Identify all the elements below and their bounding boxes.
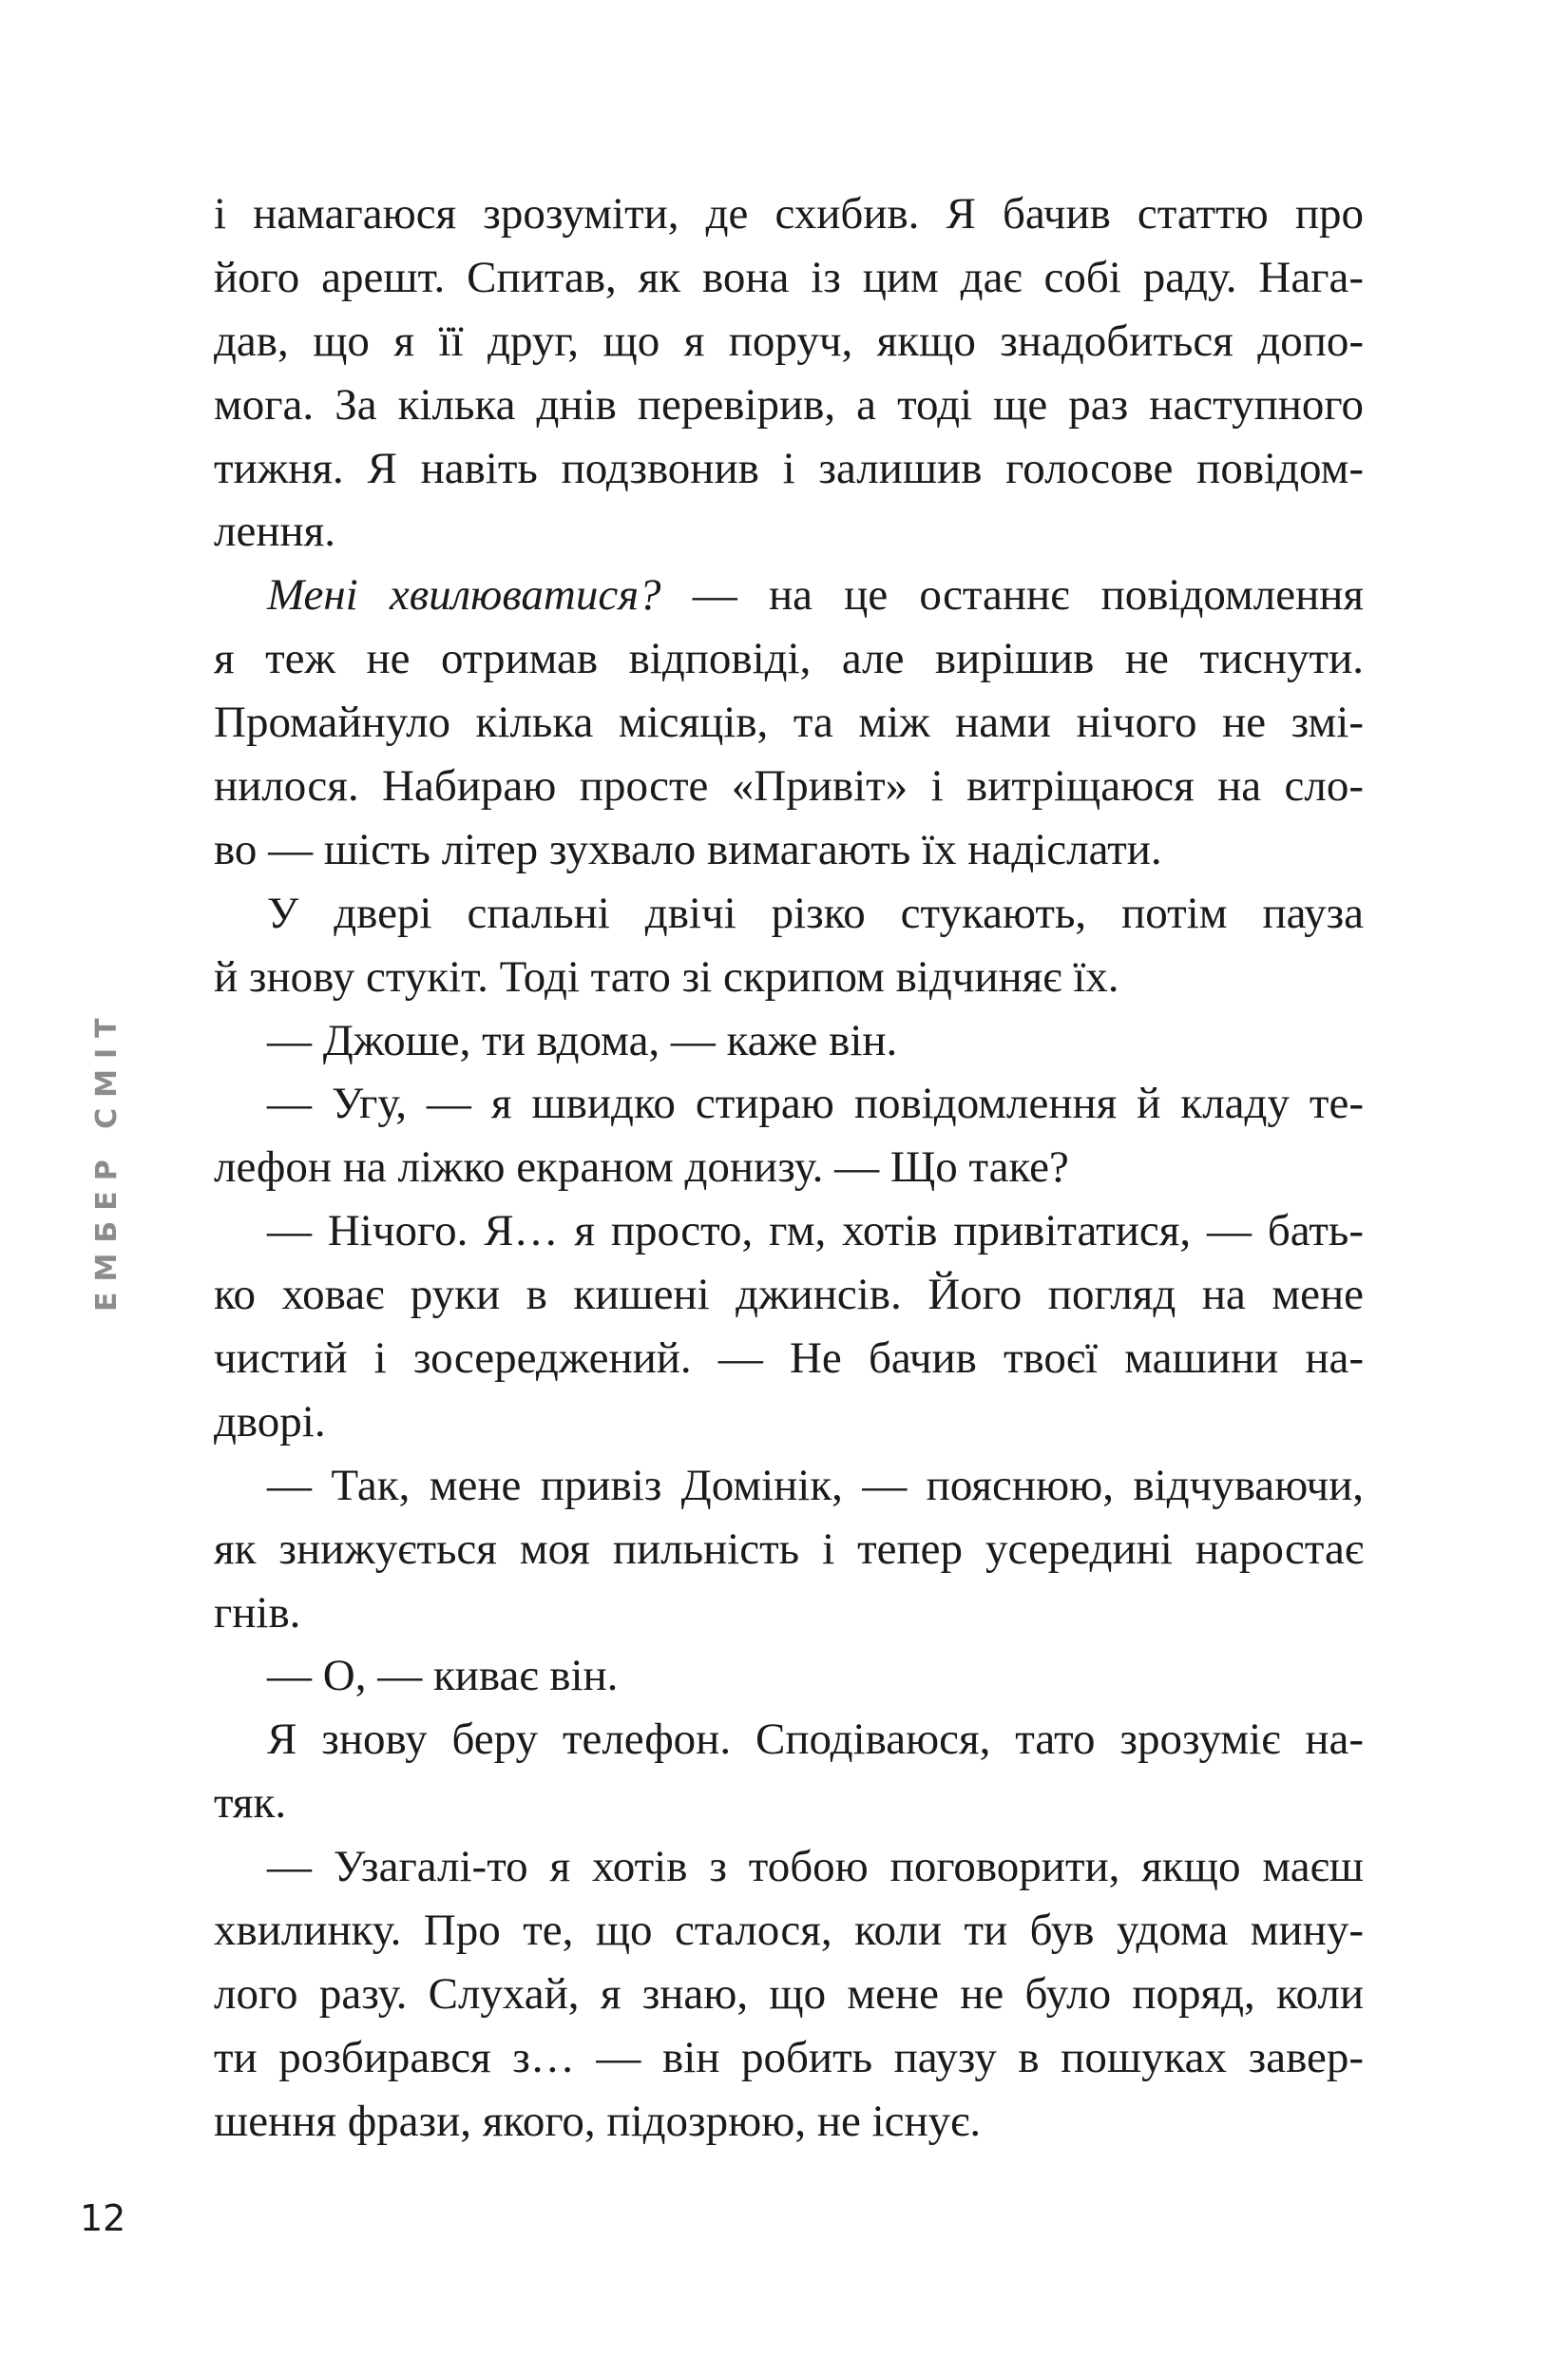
- line-text: і намагаюся зрозуміти, де схибив. Я бачив статтю про: [214, 189, 1364, 239]
- text-line: [214, 1581, 1364, 1645]
- line-text: Я знову беру телефон. Сподіваюся, тато зрозуміє на-: [267, 1715, 1364, 1765]
- text-line: [214, 1390, 1364, 1454]
- line-text: нилося. Набираю просте «Привіт» і витріщаюся на сло-: [214, 761, 1364, 812]
- text-line: [214, 1963, 1364, 2026]
- line-text: Промайнуло кілька місяців, та між нами нічого не змі-: [214, 698, 1364, 748]
- text-line: [214, 564, 1364, 627]
- text-line: [214, 2026, 1364, 2090]
- text-line: [214, 437, 1364, 501]
- line-text: — О, — киває він.: [267, 1651, 619, 1701]
- text-line: [214, 1899, 1364, 1963]
- body-text: [214, 182, 1364, 2154]
- text-line: [214, 500, 1364, 564]
- page-number: 12: [80, 2197, 126, 2239]
- text-line: [214, 946, 1364, 1009]
- line-text: — Джоше, ти вдома, — каже він.: [267, 1015, 898, 1065]
- line-text: й знову стукіт. Тоді тато зі скрипом відчиняє їх.: [214, 951, 1119, 1002]
- text-line: [214, 246, 1364, 310]
- text-line: [214, 1327, 1364, 1390]
- line-text: гнів.: [214, 1587, 301, 1638]
- line-text: тяк.: [214, 1778, 287, 1829]
- text-line: [214, 1644, 1364, 1708]
- line-text: — Угу, — я швидко стираю повідомлення й кладу те-: [267, 1079, 1364, 1129]
- line-text: во — шість літер зухвало вимагають їх надіслати.: [214, 824, 1162, 874]
- line-text: — на це останнє повідомлення: [660, 570, 1364, 621]
- line-text: дворі.: [214, 1396, 326, 1447]
- text-line: [214, 882, 1364, 946]
- text-line: [214, 755, 1364, 818]
- line-text: — Нічого. Я… я просто, гм, хотів привітатися, — бать-: [267, 1206, 1364, 1256]
- text-line: [214, 182, 1364, 246]
- line-text: його арешт. Спитав, як вона із цим дає собі раду. Нага-: [214, 252, 1364, 302]
- line-text: лення.: [214, 507, 335, 557]
- text-line: [214, 374, 1364, 437]
- line-text: тижня. Я навіть подзвонив і залишив голосове повідом-: [214, 443, 1364, 493]
- line-text: хвилинку. Про те, що сталося, коли ти був удома мину-: [214, 1906, 1364, 1956]
- line-text: дав, що я її друг, що я поруч, якщо знадобиться допо-: [214, 316, 1364, 366]
- text-line: [214, 691, 1364, 755]
- text-line: [214, 1835, 1364, 1899]
- text-line: [214, 1009, 1364, 1073]
- line-text: У двері спальні двічі різко стукають, потім пауза: [267, 888, 1364, 938]
- text-line: [214, 1199, 1364, 1263]
- text-line: [214, 1518, 1364, 1581]
- text-line: [214, 1708, 1364, 1772]
- line-text: шення фрази, якого, підозрюю, не існує.: [214, 2096, 982, 2146]
- line-text: лефон на ліжко екраном донизу. — Що таке?: [214, 1142, 1069, 1193]
- text-line: [214, 2090, 1364, 2154]
- text-line: [214, 1136, 1364, 1199]
- line-text: — Так, мене привіз Домінік, — пояснюю, відчуваючи,: [267, 1460, 1364, 1510]
- italic-phrase: Мені хвилюватися?: [267, 570, 661, 621]
- text-line: [214, 627, 1364, 691]
- line-text: я теж не отримав відповіді, але вирішив не тиснути.: [214, 634, 1364, 684]
- line-text: ко ховає руки в кишені джинсів. Його погляд на мене: [214, 1270, 1364, 1320]
- text-line: [214, 818, 1364, 882]
- text-line: [214, 310, 1364, 374]
- line-text: — Узагалі-то я хотів з тобою поговорити, якщо маєш: [267, 1842, 1364, 1892]
- text-line: [214, 1263, 1364, 1327]
- text-line: [214, 1772, 1364, 1835]
- line-text: як знижується моя пильність і тепер усередині наростає: [214, 1523, 1364, 1574]
- line-text: лого разу. Слухай, я знаю, що мене не було поряд, коли: [214, 1968, 1364, 2019]
- line-text: ти розбирався з… — він робить паузу в пошуках завер-: [214, 2032, 1364, 2082]
- text-line: [214, 1072, 1364, 1136]
- running-head-author: ЕМБЕР СМІТ: [90, 1007, 124, 1312]
- line-text: чистий і зосереджений. — Не бачив твоєї машини на-: [214, 1333, 1364, 1384]
- line-text: мога. За кілька днів перевірив, а тоді ще раз наступного: [214, 379, 1364, 430]
- text-line: [214, 1454, 1364, 1518]
